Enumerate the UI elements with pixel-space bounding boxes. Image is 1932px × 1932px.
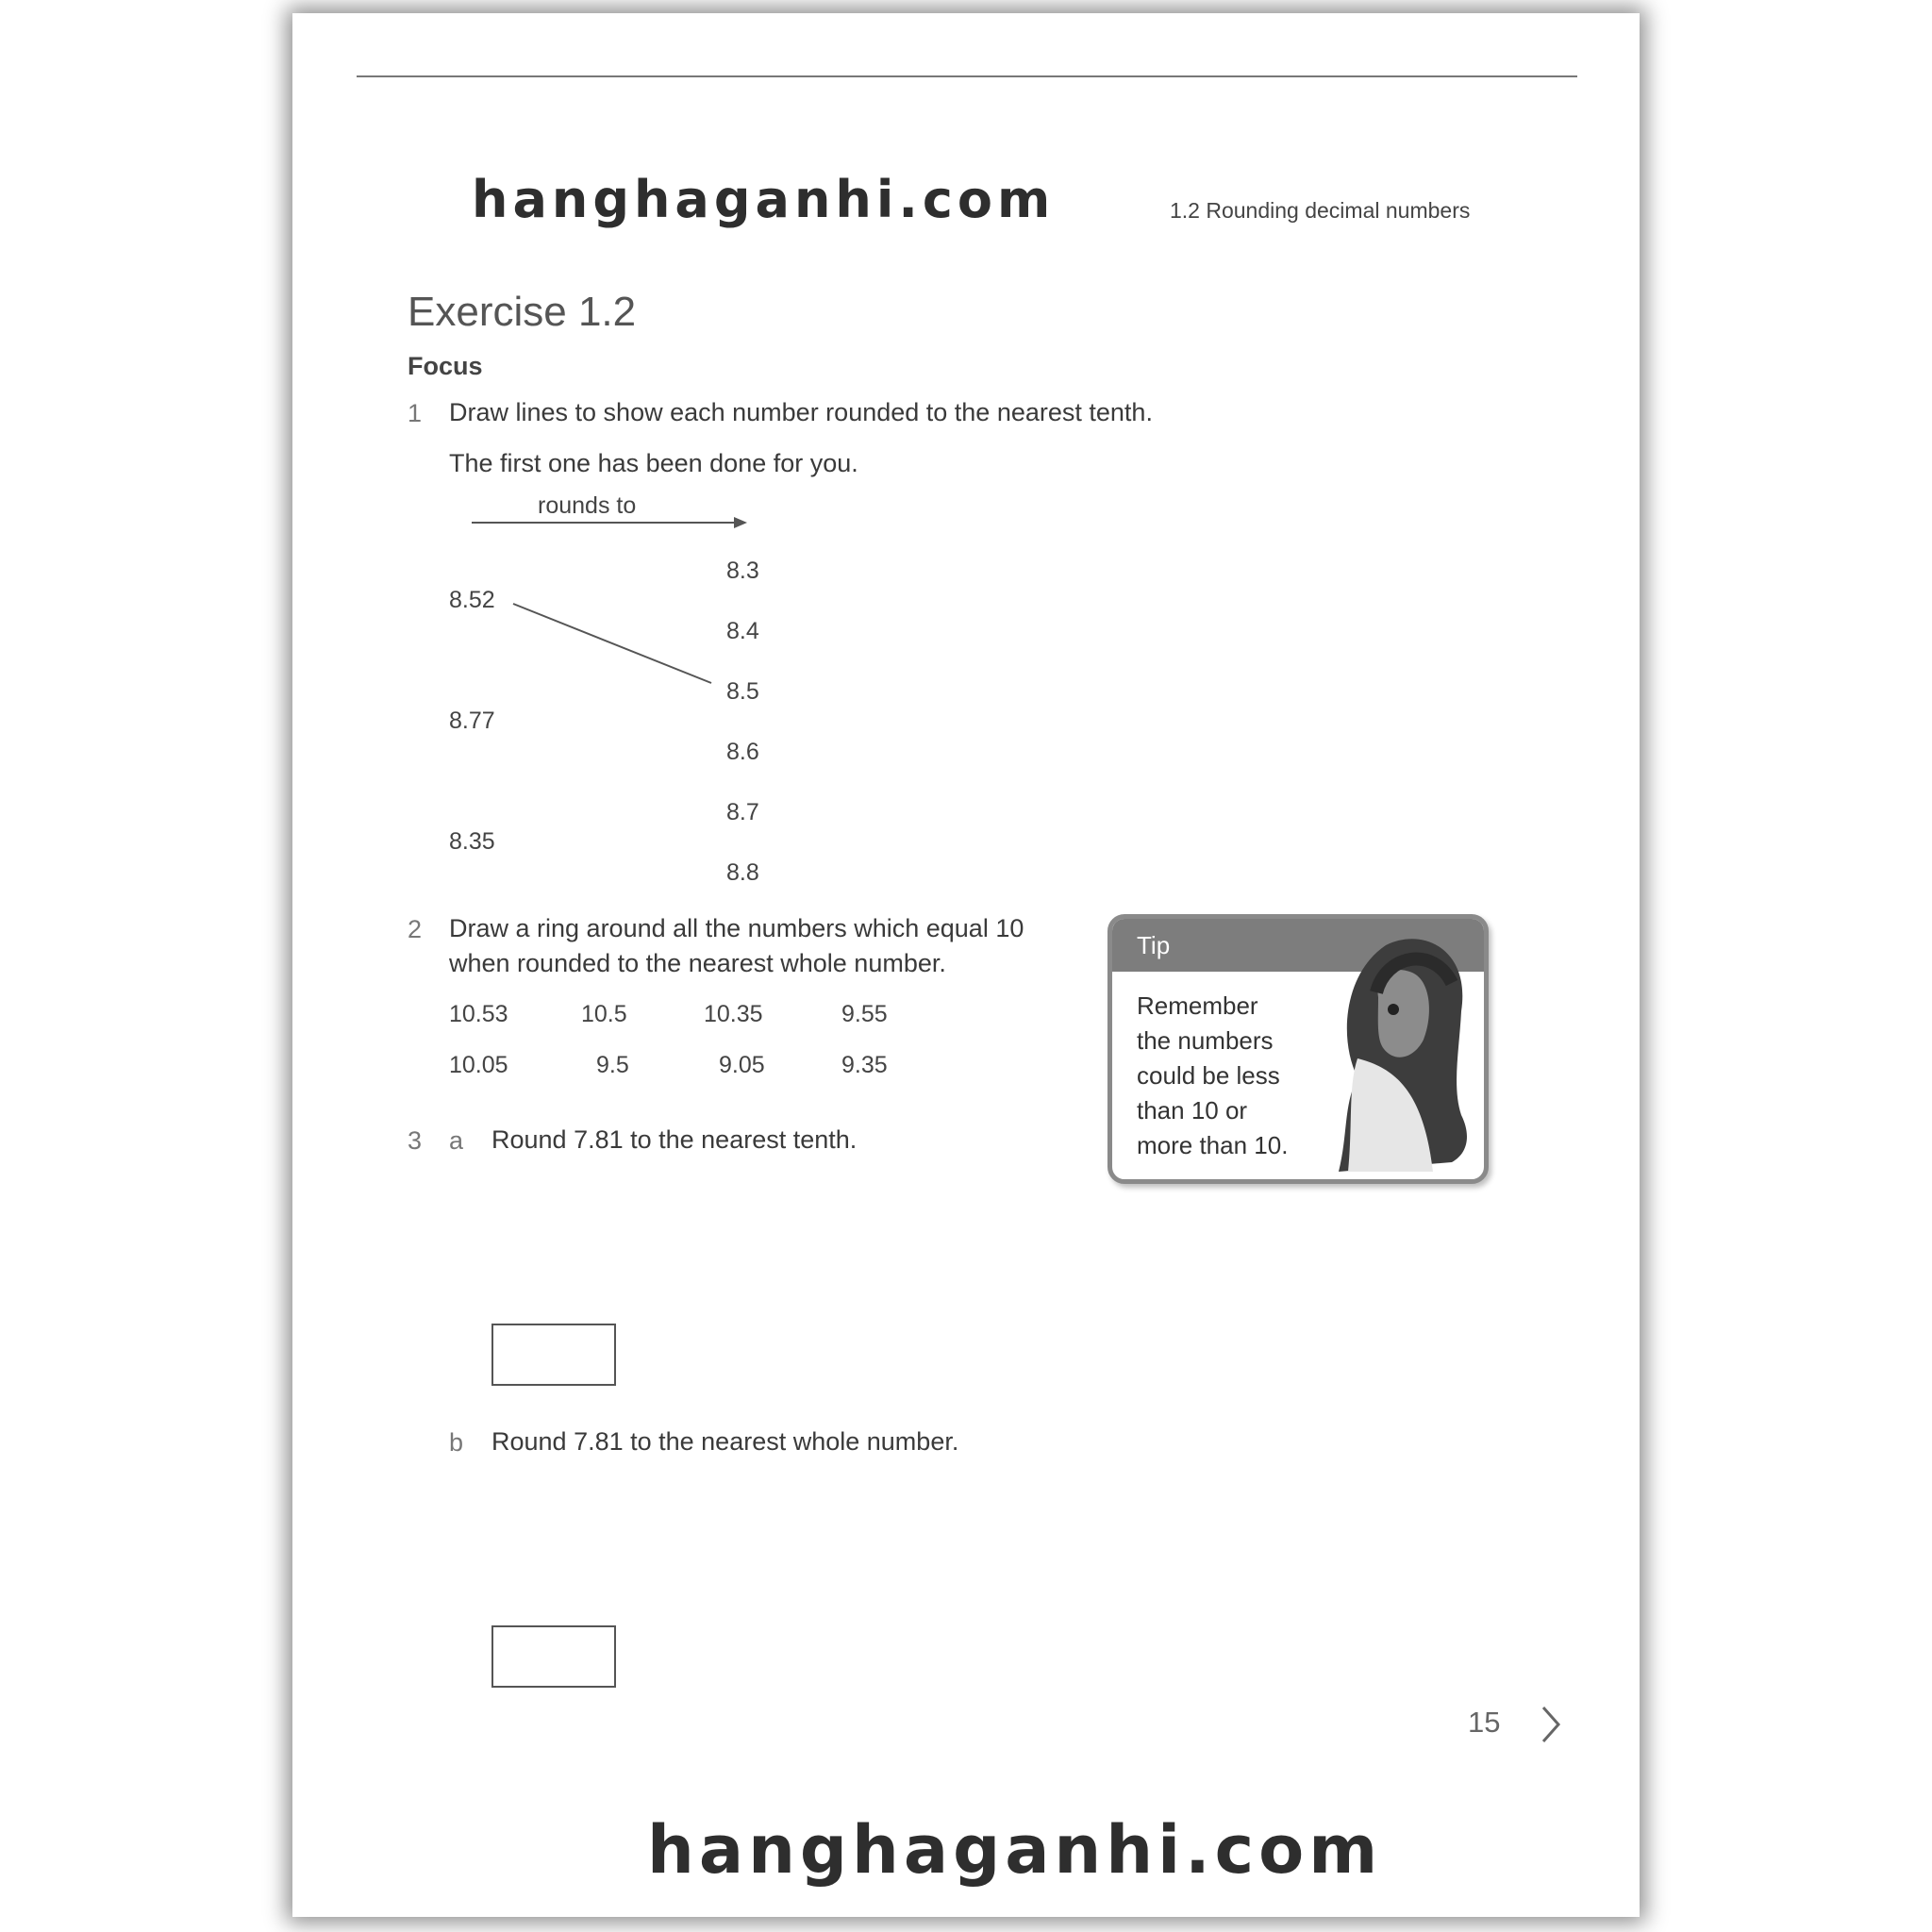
q3b-text: Round 7.81 to the nearest whole number. <box>491 1427 959 1456</box>
q2-option[interactable]: 10.53 <box>449 1001 508 1027</box>
q2-option[interactable]: 10.5 <box>581 1001 627 1027</box>
right-number-4: 8.6 <box>726 739 759 765</box>
q2-option[interactable]: 9.5 <box>596 1052 629 1078</box>
q3b-answer-box[interactable] <box>491 1625 616 1688</box>
top-rule <box>357 75 1577 77</box>
tip-card <box>1108 914 1489 1184</box>
q3a-text: Round 7.81 to the nearest tenth. <box>491 1125 858 1154</box>
right-number-5: 8.7 <box>726 799 759 825</box>
page-number: 15 <box>1468 1706 1501 1739</box>
q1-subtext: The first one has been done for you. <box>449 449 858 477</box>
tip-line: the numbers <box>1137 1026 1274 1055</box>
watermark-top: hanghaganhi.com <box>472 170 1056 229</box>
q3-number: 3 <box>408 1126 423 1155</box>
tip-title: Tip <box>1137 931 1171 959</box>
left-number-1: 8.52 <box>449 587 495 613</box>
running-head: 1.2 Rounding decimal numbers <box>1170 198 1471 223</box>
watermark-bottom: hanghaganhi.com <box>647 1811 1383 1889</box>
workbook-page <box>292 13 1640 1917</box>
q2-option[interactable]: 9.55 <box>841 1001 888 1027</box>
right-number-1: 8.3 <box>726 558 759 584</box>
q1-number: 1 <box>408 399 423 427</box>
q3a-label: a <box>449 1126 464 1155</box>
right-number-2: 8.4 <box>726 618 759 644</box>
q2-number: 2 <box>408 915 423 943</box>
tip-line: could be less <box>1137 1061 1280 1090</box>
section-label: Focus <box>408 352 483 380</box>
tip-line: Remember <box>1137 991 1258 1020</box>
q3a-answer-box[interactable] <box>491 1324 616 1386</box>
q1-text: Draw lines to show each number rounded to the nearest tenth. <box>449 398 1153 426</box>
q2-option[interactable]: 10.05 <box>449 1052 508 1078</box>
q2-option[interactable]: 9.35 <box>841 1052 888 1078</box>
arrow-label: rounds to <box>538 492 637 519</box>
q2-option[interactable]: 10.35 <box>704 1001 763 1027</box>
q3b-label: b <box>449 1428 464 1457</box>
rounds-to-arrow <box>472 513 755 532</box>
left-number-3: 8.35 <box>449 828 495 855</box>
q2-text-line1: Draw a ring around all the numbers which equal 10 <box>449 914 1024 942</box>
q2-option[interactable]: 9.05 <box>719 1052 765 1078</box>
example-match-line <box>509 596 717 687</box>
right-number-6: 8.8 <box>726 859 759 886</box>
chevron-right-icon[interactable] <box>1540 1705 1562 1744</box>
right-number-3: 8.5 <box>726 678 759 705</box>
tip-line: more than 10. <box>1137 1131 1289 1159</box>
tip-line: than 10 or <box>1137 1096 1248 1124</box>
tip-body <box>1137 989 1288 1163</box>
q2-text-line2: when rounded to the nearest whole number. <box>449 949 946 977</box>
left-number-2: 8.77 <box>449 708 495 734</box>
girl-illustration <box>1320 926 1480 1172</box>
exercise-title: Exercise 1.2 <box>408 289 637 335</box>
